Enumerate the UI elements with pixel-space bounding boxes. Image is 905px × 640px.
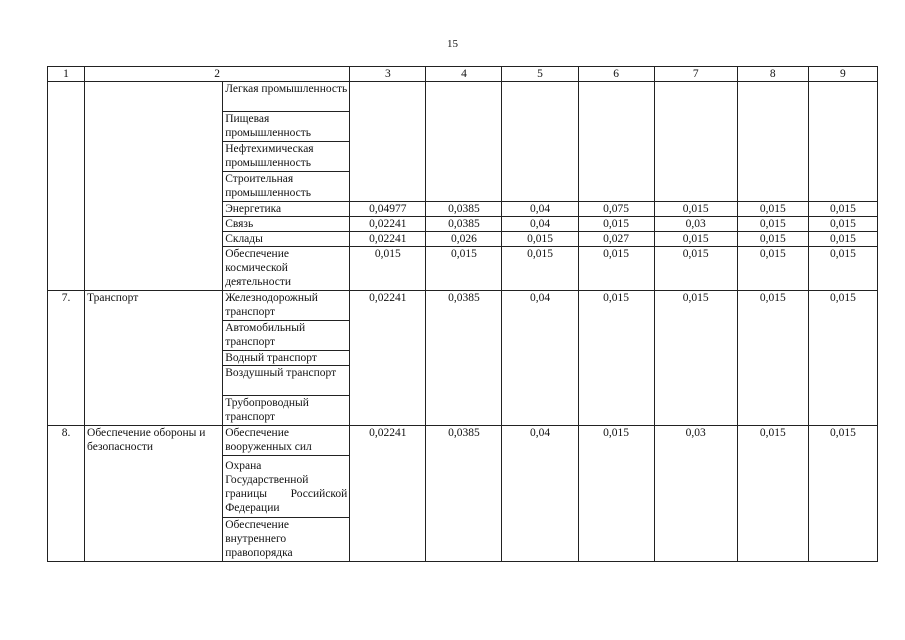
value-cell bbox=[737, 82, 808, 202]
value-cell: 0,02241 bbox=[350, 426, 426, 562]
subsector-cell: Обеспечение вооруженных сил bbox=[223, 426, 350, 456]
value-cell: 0,015 bbox=[426, 247, 502, 291]
value-cell: 0,015 bbox=[808, 232, 877, 247]
value-cell: 0,04 bbox=[502, 217, 578, 232]
subsector-cell: Пищевая промышленность bbox=[223, 112, 350, 142]
value-cell bbox=[426, 82, 502, 202]
subsector-cell: Нефтехимическая промышленность bbox=[223, 142, 350, 172]
subsector-cell: Энергетика bbox=[223, 202, 350, 217]
column-header: 4 bbox=[426, 67, 502, 82]
value-cell: 0,04 bbox=[502, 291, 578, 426]
column-header: 1 bbox=[48, 67, 85, 82]
value-cell: 0,0385 bbox=[426, 426, 502, 562]
value-cell: 0,015 bbox=[502, 232, 578, 247]
subsector-cell: Строительная промышленность bbox=[223, 172, 350, 202]
value-cell: 0,02241 bbox=[350, 232, 426, 247]
value-cell: 0,015 bbox=[654, 232, 737, 247]
value-cell: 0,027 bbox=[578, 232, 654, 247]
value-cell: 0,04977 bbox=[350, 202, 426, 217]
value-cell: 0,015 bbox=[502, 247, 578, 291]
value-cell bbox=[808, 82, 877, 202]
value-cell: 0,015 bbox=[578, 426, 654, 562]
value-cell: 0,04 bbox=[502, 426, 578, 562]
value-cell: 0,015 bbox=[808, 247, 877, 291]
subsector-cell: Трубопроводный транспорт bbox=[223, 396, 350, 426]
subsector-cell: Воздушный транспорт bbox=[223, 366, 350, 396]
column-header: 6 bbox=[578, 67, 654, 82]
value-cell: 0,015 bbox=[808, 426, 877, 562]
subsector-cell: Легкая промышленность bbox=[223, 82, 350, 112]
subsector-cell: Обеспечение внутреннего правопорядка bbox=[223, 518, 350, 562]
column-header: 2 bbox=[85, 67, 350, 82]
value-cell: 0,015 bbox=[808, 291, 877, 426]
value-cell bbox=[502, 82, 578, 202]
value-cell: 0,015 bbox=[654, 291, 737, 426]
value-cell: 0,015 bbox=[654, 202, 737, 217]
section-name-cell bbox=[85, 82, 223, 291]
column-header: 9 bbox=[808, 67, 877, 82]
value-cell: 0,03 bbox=[654, 426, 737, 562]
subsector-cell: Склады bbox=[223, 232, 350, 247]
section-number-cell: 7. bbox=[48, 291, 85, 426]
column-header: 5 bbox=[502, 67, 578, 82]
column-header: 8 bbox=[737, 67, 808, 82]
value-cell bbox=[578, 82, 654, 202]
value-cell: 0,0385 bbox=[426, 202, 502, 217]
page-number: 15 bbox=[447, 38, 458, 50]
value-cell: 0,015 bbox=[578, 291, 654, 426]
subsector-cell: Автомобильный транспорт bbox=[223, 321, 350, 351]
value-cell: 0,02241 bbox=[350, 291, 426, 426]
section-name-cell: Обеспечение обороны и безопасности bbox=[85, 426, 223, 562]
value-cell: 0,0385 bbox=[426, 217, 502, 232]
table-row bbox=[48, 291, 878, 321]
value-cell: 0,015 bbox=[737, 202, 808, 217]
value-cell: 0,015 bbox=[578, 247, 654, 291]
rates-table bbox=[47, 66, 878, 562]
column-number-row bbox=[48, 67, 878, 82]
value-cell: 0,015 bbox=[578, 217, 654, 232]
value-cell: 0,015 bbox=[808, 202, 877, 217]
section-number-cell: 8. bbox=[48, 426, 85, 562]
value-cell: 0,075 bbox=[578, 202, 654, 217]
value-cell: 0,015 bbox=[737, 291, 808, 426]
value-cell: 0,015 bbox=[350, 247, 426, 291]
value-cell: 0,015 bbox=[808, 217, 877, 232]
subsector-cell: Обеспечение космической деятельности bbox=[223, 247, 350, 291]
column-header: 7 bbox=[654, 67, 737, 82]
subsector-cell: Связь bbox=[223, 217, 350, 232]
table-row bbox=[48, 82, 878, 112]
value-cell: 0,026 bbox=[426, 232, 502, 247]
value-cell bbox=[654, 82, 737, 202]
value-cell bbox=[350, 82, 426, 202]
value-cell: 0,0385 bbox=[426, 291, 502, 426]
table-row bbox=[48, 426, 878, 456]
value-cell: 0,015 bbox=[737, 217, 808, 232]
value-cell: 0,02241 bbox=[350, 217, 426, 232]
section-number-cell bbox=[48, 82, 85, 291]
subsector-cell: Водный транспорт bbox=[223, 351, 350, 366]
value-cell: 0,03 bbox=[654, 217, 737, 232]
subsector-cell: Охрана Государственной границы Российской Федерации bbox=[223, 456, 350, 518]
subsector-cell: Железнодорожный транспорт bbox=[223, 291, 350, 321]
value-cell: 0,015 bbox=[654, 247, 737, 291]
section-name-cell: Транспорт bbox=[85, 291, 223, 426]
value-cell: 0,04 bbox=[502, 202, 578, 217]
column-header: 3 bbox=[350, 67, 426, 82]
value-cell: 0,015 bbox=[737, 232, 808, 247]
value-cell: 0,015 bbox=[737, 247, 808, 291]
value-cell: 0,015 bbox=[737, 426, 808, 562]
